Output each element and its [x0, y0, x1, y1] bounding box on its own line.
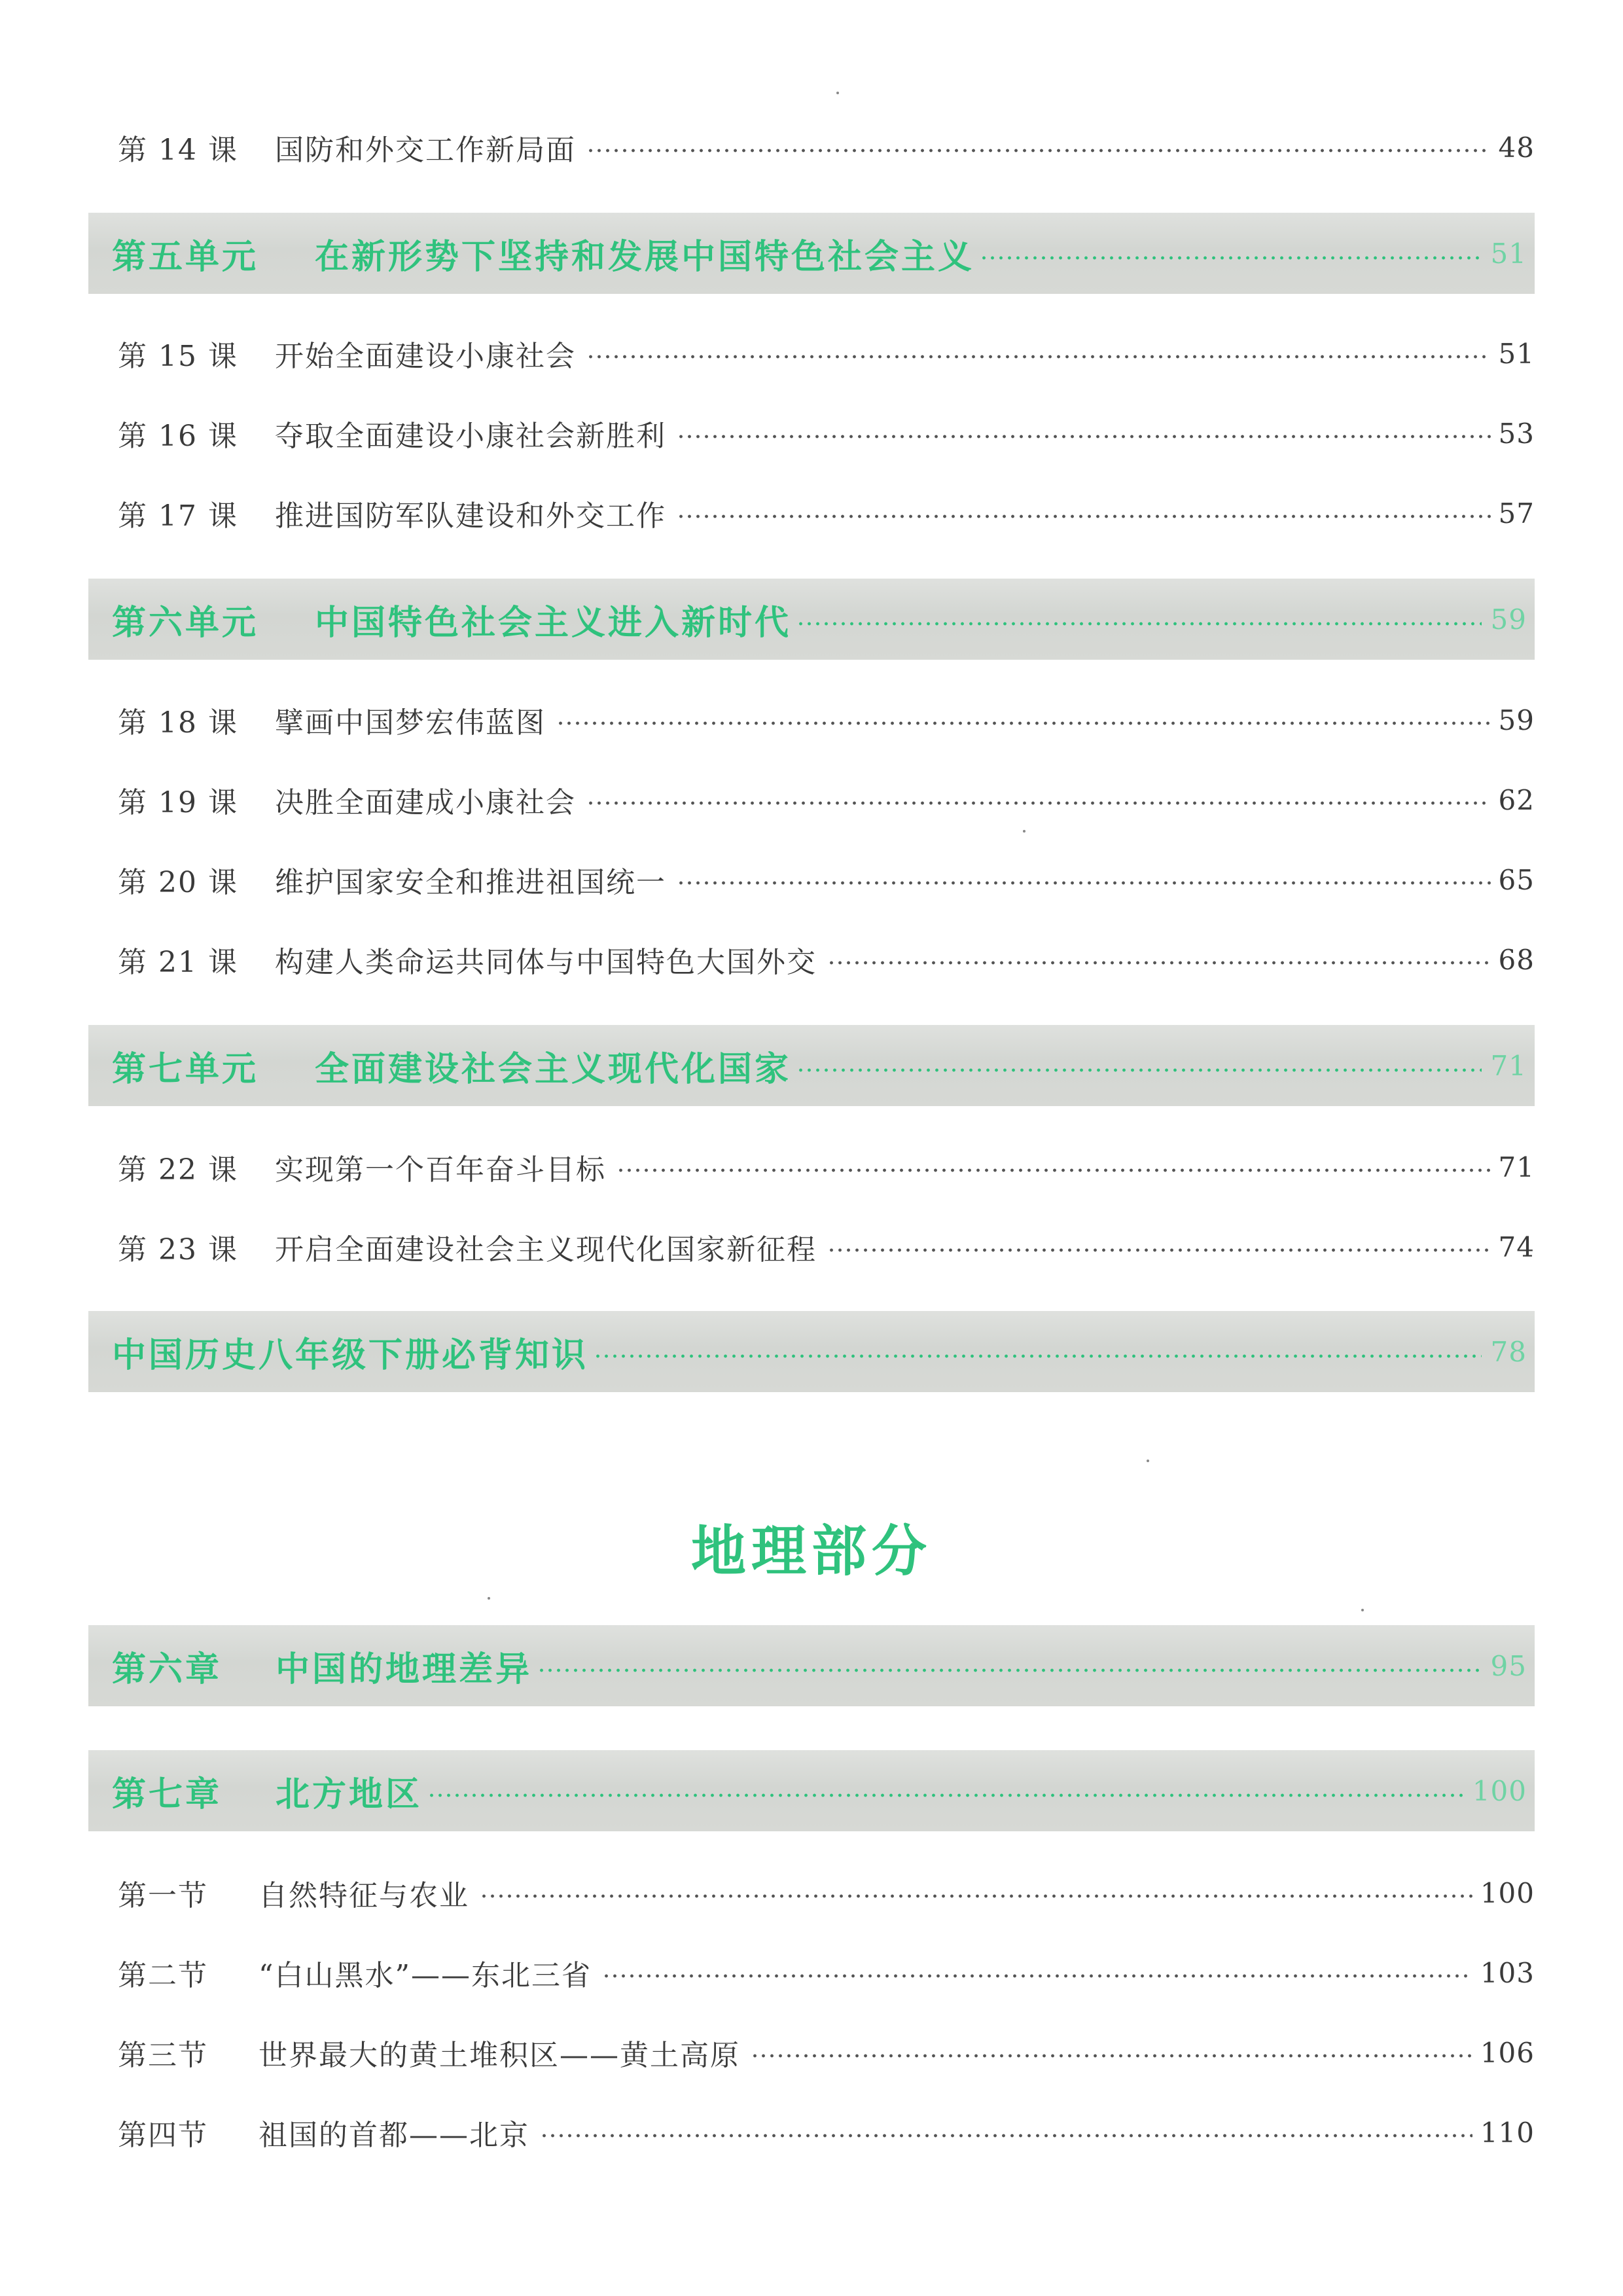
lesson-number: 第 15 课: [118, 340, 238, 373]
lesson-number: 第 20 课: [118, 866, 238, 899]
dot-leader: [540, 2133, 1472, 2138]
chapter-label: 第七章: [112, 1774, 223, 1814]
page-number: 62: [1498, 783, 1535, 816]
toc-unit-5-band[interactable]: [88, 213, 1535, 294]
page-number: 100: [1480, 1876, 1535, 1909]
lesson-title: 决胜全面建成小康社会: [275, 786, 576, 819]
scan-speck: [1023, 830, 1026, 833]
dot-leader: [677, 514, 1491, 519]
toc-unit-6-band[interactable]: [88, 579, 1535, 660]
scan-speck: [488, 1597, 490, 1600]
toc-entry-section-1[interactable]: [118, 1860, 1535, 1926]
toc-must-know-band[interactable]: [88, 1311, 1535, 1392]
toc-entry-section-3[interactable]: [118, 2020, 1535, 2085]
dot-leader: [677, 880, 1491, 886]
toc-entry-lesson-15[interactable]: [118, 321, 1535, 386]
dot-leader: [594, 1354, 1482, 1359]
page-number: 71: [1498, 1151, 1535, 1183]
toc-entry-section-4[interactable]: [118, 2100, 1535, 2165]
dot-leader: [796, 621, 1482, 626]
toc-entry-lesson-21[interactable]: [118, 927, 1535, 992]
page-number: 51: [1498, 337, 1535, 370]
toc-entry-lesson-18[interactable]: [118, 687, 1535, 753]
toc-entry-section-2[interactable]: [118, 1940, 1535, 2005]
unit-title: 在新形势下坚持和发展中国特色社会主义: [315, 237, 975, 277]
dot-leader: [677, 434, 1491, 439]
lesson-number: 第 19 课: [118, 786, 238, 819]
lesson-number: 第 18 课: [118, 706, 238, 740]
lesson-title: 维护国家安全和推进祖国统一: [275, 866, 666, 899]
page-number: 110: [1480, 2116, 1535, 2149]
page-number: 71: [1490, 1049, 1527, 1082]
section-title: 世界最大的黄土堆积区——黄土高原: [259, 2039, 740, 2072]
scan-speck: [836, 92, 839, 94]
dot-leader: [827, 960, 1491, 965]
page-number: 51: [1490, 237, 1527, 270]
page-number: 95: [1490, 1649, 1527, 1682]
lesson-title: 擘画中国梦宏伟蓝图: [275, 706, 546, 740]
dot-leader: [427, 1793, 1463, 1798]
lesson-number: 第 21 课: [118, 946, 238, 979]
lesson-title: 开始全面建设小康社会: [275, 340, 576, 373]
toc-chapter-6-band[interactable]: [88, 1625, 1535, 1706]
toc-unit-7-band[interactable]: [88, 1025, 1535, 1106]
lesson-title: 夺取全面建设小康社会新胜利: [275, 420, 666, 453]
lesson-title: 国防和外交工作新局面: [275, 134, 576, 167]
toc-entry-lesson-22[interactable]: [118, 1134, 1535, 1200]
lesson-number: 第 14 课: [118, 134, 238, 167]
page-number: 78: [1490, 1335, 1527, 1368]
dot-leader: [827, 1247, 1491, 1253]
page-number: 53: [1498, 417, 1535, 450]
lesson-title: 实现第一个百年奋斗目标: [275, 1153, 606, 1187]
chapter-title: 北方地区: [276, 1774, 423, 1814]
unit-title: 全面建设社会主义现代化国家: [315, 1049, 792, 1089]
chapter-title: 中国的地理差异: [276, 1649, 533, 1689]
lesson-number: 第 22 课: [118, 1153, 238, 1187]
section-title: “白山黑水”——东北三省: [259, 1959, 592, 1992]
scan-speck: [1147, 1460, 1149, 1462]
section-number: 第二节: [118, 1959, 208, 1992]
page-number: 57: [1498, 497, 1535, 529]
lesson-number: 第 23 课: [118, 1233, 238, 1266]
section-title: 祖国的首都——北京: [259, 2119, 529, 2152]
page-number: 59: [1498, 704, 1535, 736]
unit-title: 中国特色社会主义进入新时代: [315, 603, 792, 643]
lesson-title: 构建人类命运共同体与中国特色大国外交: [275, 946, 817, 979]
section-title: 自然特征与农业: [259, 1879, 469, 1912]
dot-leader: [480, 1893, 1472, 1899]
toc-chapter-7-band[interactable]: [88, 1750, 1535, 1831]
toc-entry-lesson-14[interactable]: [118, 115, 1535, 180]
geography-part-heading: 地理部分: [690, 1519, 932, 1583]
page-number: 106: [1480, 2036, 1535, 2069]
toc-entry-lesson-23[interactable]: [118, 1214, 1535, 1280]
section-number: 第三节: [118, 2039, 208, 2072]
unit-label: 第五单元: [112, 237, 259, 277]
scan-speck: [1361, 1609, 1364, 1611]
page-number: 48: [1498, 131, 1535, 164]
dot-leader: [796, 1067, 1482, 1073]
dot-leader: [556, 721, 1491, 726]
dot-leader: [980, 255, 1482, 260]
dot-leader: [751, 2053, 1472, 2058]
chapter-label: 第六章: [112, 1649, 223, 1689]
page-number: 68: [1498, 943, 1535, 976]
page-number: 59: [1490, 603, 1527, 636]
page-number: 103: [1480, 1956, 1535, 1989]
dot-leader: [586, 354, 1491, 359]
unit-label: 第六单元: [112, 603, 259, 643]
toc-entry-lesson-16[interactable]: [118, 401, 1535, 466]
dot-leader: [537, 1668, 1482, 1673]
dot-leader: [602, 1973, 1472, 1979]
dot-leader: [586, 800, 1491, 806]
section-number: 第四节: [118, 2119, 208, 2152]
section-number: 第一节: [118, 1879, 208, 1912]
lesson-title: 推进国防军队建设和外交工作: [275, 499, 666, 533]
unit-label: 第七单元: [112, 1049, 259, 1089]
page-number: 100: [1472, 1774, 1527, 1807]
dot-leader: [616, 1168, 1491, 1173]
must-know-title: 中国历史八年级下册必背知识: [112, 1335, 589, 1375]
lesson-number: 第 17 课: [118, 499, 238, 533]
toc-entry-lesson-20[interactable]: [118, 847, 1535, 912]
page-number: 74: [1498, 1230, 1535, 1263]
lesson-title: 开启全面建设社会主义现代化国家新征程: [275, 1233, 817, 1266]
lesson-number: 第 16 课: [118, 420, 238, 453]
toc-entry-lesson-17[interactable]: [118, 480, 1535, 546]
dot-leader: [586, 148, 1491, 153]
page-number: 65: [1498, 863, 1535, 896]
toc-entry-lesson-19[interactable]: [118, 767, 1535, 833]
